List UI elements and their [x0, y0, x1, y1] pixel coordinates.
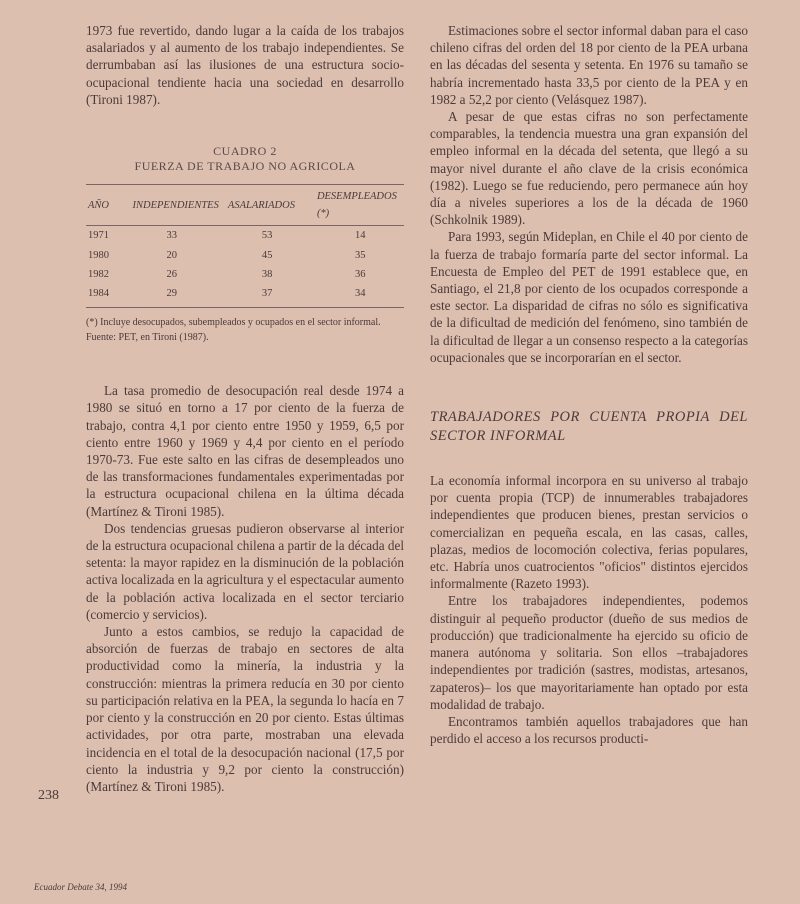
table-title: FUERZA DE TRABAJO NO AGRICOLA — [134, 159, 356, 174]
table-caption: CUADRO 2 — [213, 144, 277, 159]
table-cell: 37 — [226, 284, 315, 308]
left-column — [86, 22, 404, 795]
table-cell: 14 — [354, 230, 366, 242]
page-number: 238 — [38, 788, 59, 803]
table-cell: 35 — [354, 249, 366, 261]
paragraph: Estimaciones sobre el sector informal daban para el caso chileno cifras del orden del 18 por ciento de la PEA urbana en las décadas del sesenta y setenta. En 1976 su tamaño se habría incrementado hasta 33,5 por ciento de la PEA y en 1982 a 52,2 por ciento (Velásquez 1987). — [430, 23, 748, 107]
column-header: INDEPENDIENTES — [131, 185, 226, 226]
labor-force-table — [86, 184, 404, 308]
left-body — [86, 382, 404, 795]
table-block — [86, 144, 404, 344]
paragraph: Entre los trabajadores independientes, podemos distinguir al pequeño productor (dueño de sus medios de producción) que tradicionalmente ha ejercido su oficio de manera autónoma y solitaria. Son ellos –trabajadores independientes por tradición (sastres, modistas, artesanos, zapateros)– los que mayoritariamente han optado por esta modalidad de trabajo. — [430, 593, 748, 712]
table-note: (*) Incluye desocupados, subempleados y ocupados en el sector informal. — [86, 317, 381, 329]
paragraph: Para 1993, según Mideplan, en Chile el 40 por ciento de la fuerza de trabajo formaría parte del sector informal. La Encuesta de Empleo del PET de 1991 establece que, en Santiago, el 21,8 por ciento de los ocupados corresponde a este sector. La disparidad de cifras no sólo es significativa de la dificultad de medición del fenómeno, sino también de la dificultad de llegar a un consenso respecto a la categorías ocupacionales que se incorporarían en el sector. — [430, 229, 748, 365]
table-cell: 1980 — [88, 249, 109, 261]
table-cell: 29 — [131, 284, 226, 308]
table-cell: 1971 — [88, 230, 109, 242]
table-cell: 1982 — [88, 268, 109, 280]
table-cell: 26 — [166, 268, 178, 280]
paragraph: Encontramos también aquellos trabajadores que han perdido el acceso a los recursos producti- — [430, 713, 748, 747]
paragraph: Junto a estos cambios, se redujo la capacidad de absorción de fuerzas de trabajo en sectores de alta productividad como la minería, la industria y la construcción: mientras la primera reducía en 30 por ciento su participación relativa en la PEA, la segunda lo hacía en 7 por ciento y la construcción en 20 por ciento. Estas últimas actividades, por otra parte, mostraban una elevada incidencia en el total de la desocupación nacional (17,5 por ciento la industria y 9,2 por ciento la construcción) (Martínez & Tironi 1985). — [86, 624, 404, 794]
table-header-row — [86, 185, 404, 226]
table-cell: 53 — [261, 230, 273, 242]
table-cell: 36 — [354, 268, 366, 280]
column-header: DESEMPLEADOS (*) — [315, 185, 404, 226]
paragraph: A pesar de que estas cifras no son perfectamente comparables, la tendencia muestra una gran expansión del empleo informal en la década del setenta, que llegó a su mayor nivel durante el año clave de la crisis económica (1982). Luego se fue reduciendo, pero permanece aún hoy día a niveles superiores a los de la década de 1960 (Schkolnik 1989). — [430, 109, 748, 228]
table-cell: 34 — [315, 284, 404, 308]
table-row — [86, 226, 404, 246]
paragraph: La economía informal incorpora en su universo al trabajo por cuenta propia (TCP) de innumerables trabajadores independientes que producen bienes, prestan servicios o comercializan en pequeña escala, en las casas, calles, plazas, medios de locomoción colectiva, ferias populares, etc. Habría unos cuatrocientos "oficios" distintos ejercidos informalmente (Razeto 1993). — [430, 473, 748, 592]
table-cell: 20 — [166, 249, 178, 261]
column-header: AÑO — [86, 185, 131, 226]
table-source: Fuente: PET, en Tironi (1987). — [86, 332, 209, 344]
table-row — [86, 246, 404, 265]
table-row — [86, 265, 404, 284]
column-header: ASALARIADOS — [226, 185, 315, 226]
paragraph: Dos tendencias gruesas pudieron observarse al interior de la estructura ocupacional chilena a partir de la década del setenta: la mayor rapidez en la disminución de la población activa localizada en la agricultura y el espectacular aumento de la población activa localizada en el sector terciario (comercio y servicios). — [86, 520, 404, 622]
right-column — [430, 22, 748, 747]
table-row — [86, 284, 404, 308]
paragraph: La tasa promedio de desocupación real desde 1974 a 1980 se situó en torno a 17 por ciento de la fuerza de trabajo, contra 4,1 por ciento entre 1950 y 1959, 6,5 por ciento entre 1960 y 1969 y 4,4 por ciento en el período 1970-73. Fue este salto en las cifras de desempleados uno de las transformaciones fundamentales experimentadas por la estructura ocupacional chilena en la última década (Martínez & Tironi 1985). — [86, 383, 404, 519]
paragraph: 1973 fue revertido, dando lugar a la caída de los trabajos asalariados y al aumento de los trabajo independientes. Se derrumbaban así las ilusiones de una estructura socio-ocupacional tendiente hacia una sociedad en desarrollo (Tironi 1987). — [86, 23, 404, 107]
table-cell: 1984 — [86, 284, 131, 308]
table-cell: 38 — [261, 268, 273, 280]
table-cell: 45 — [261, 249, 273, 261]
page-footer: Ecuador Debate 34, 1994 — [34, 882, 127, 892]
table-cell: 33 — [166, 230, 178, 242]
section-heading: TRABAJADORES POR CUENTA PROPIA DEL SECTOR INFORMAL — [430, 409, 748, 445]
